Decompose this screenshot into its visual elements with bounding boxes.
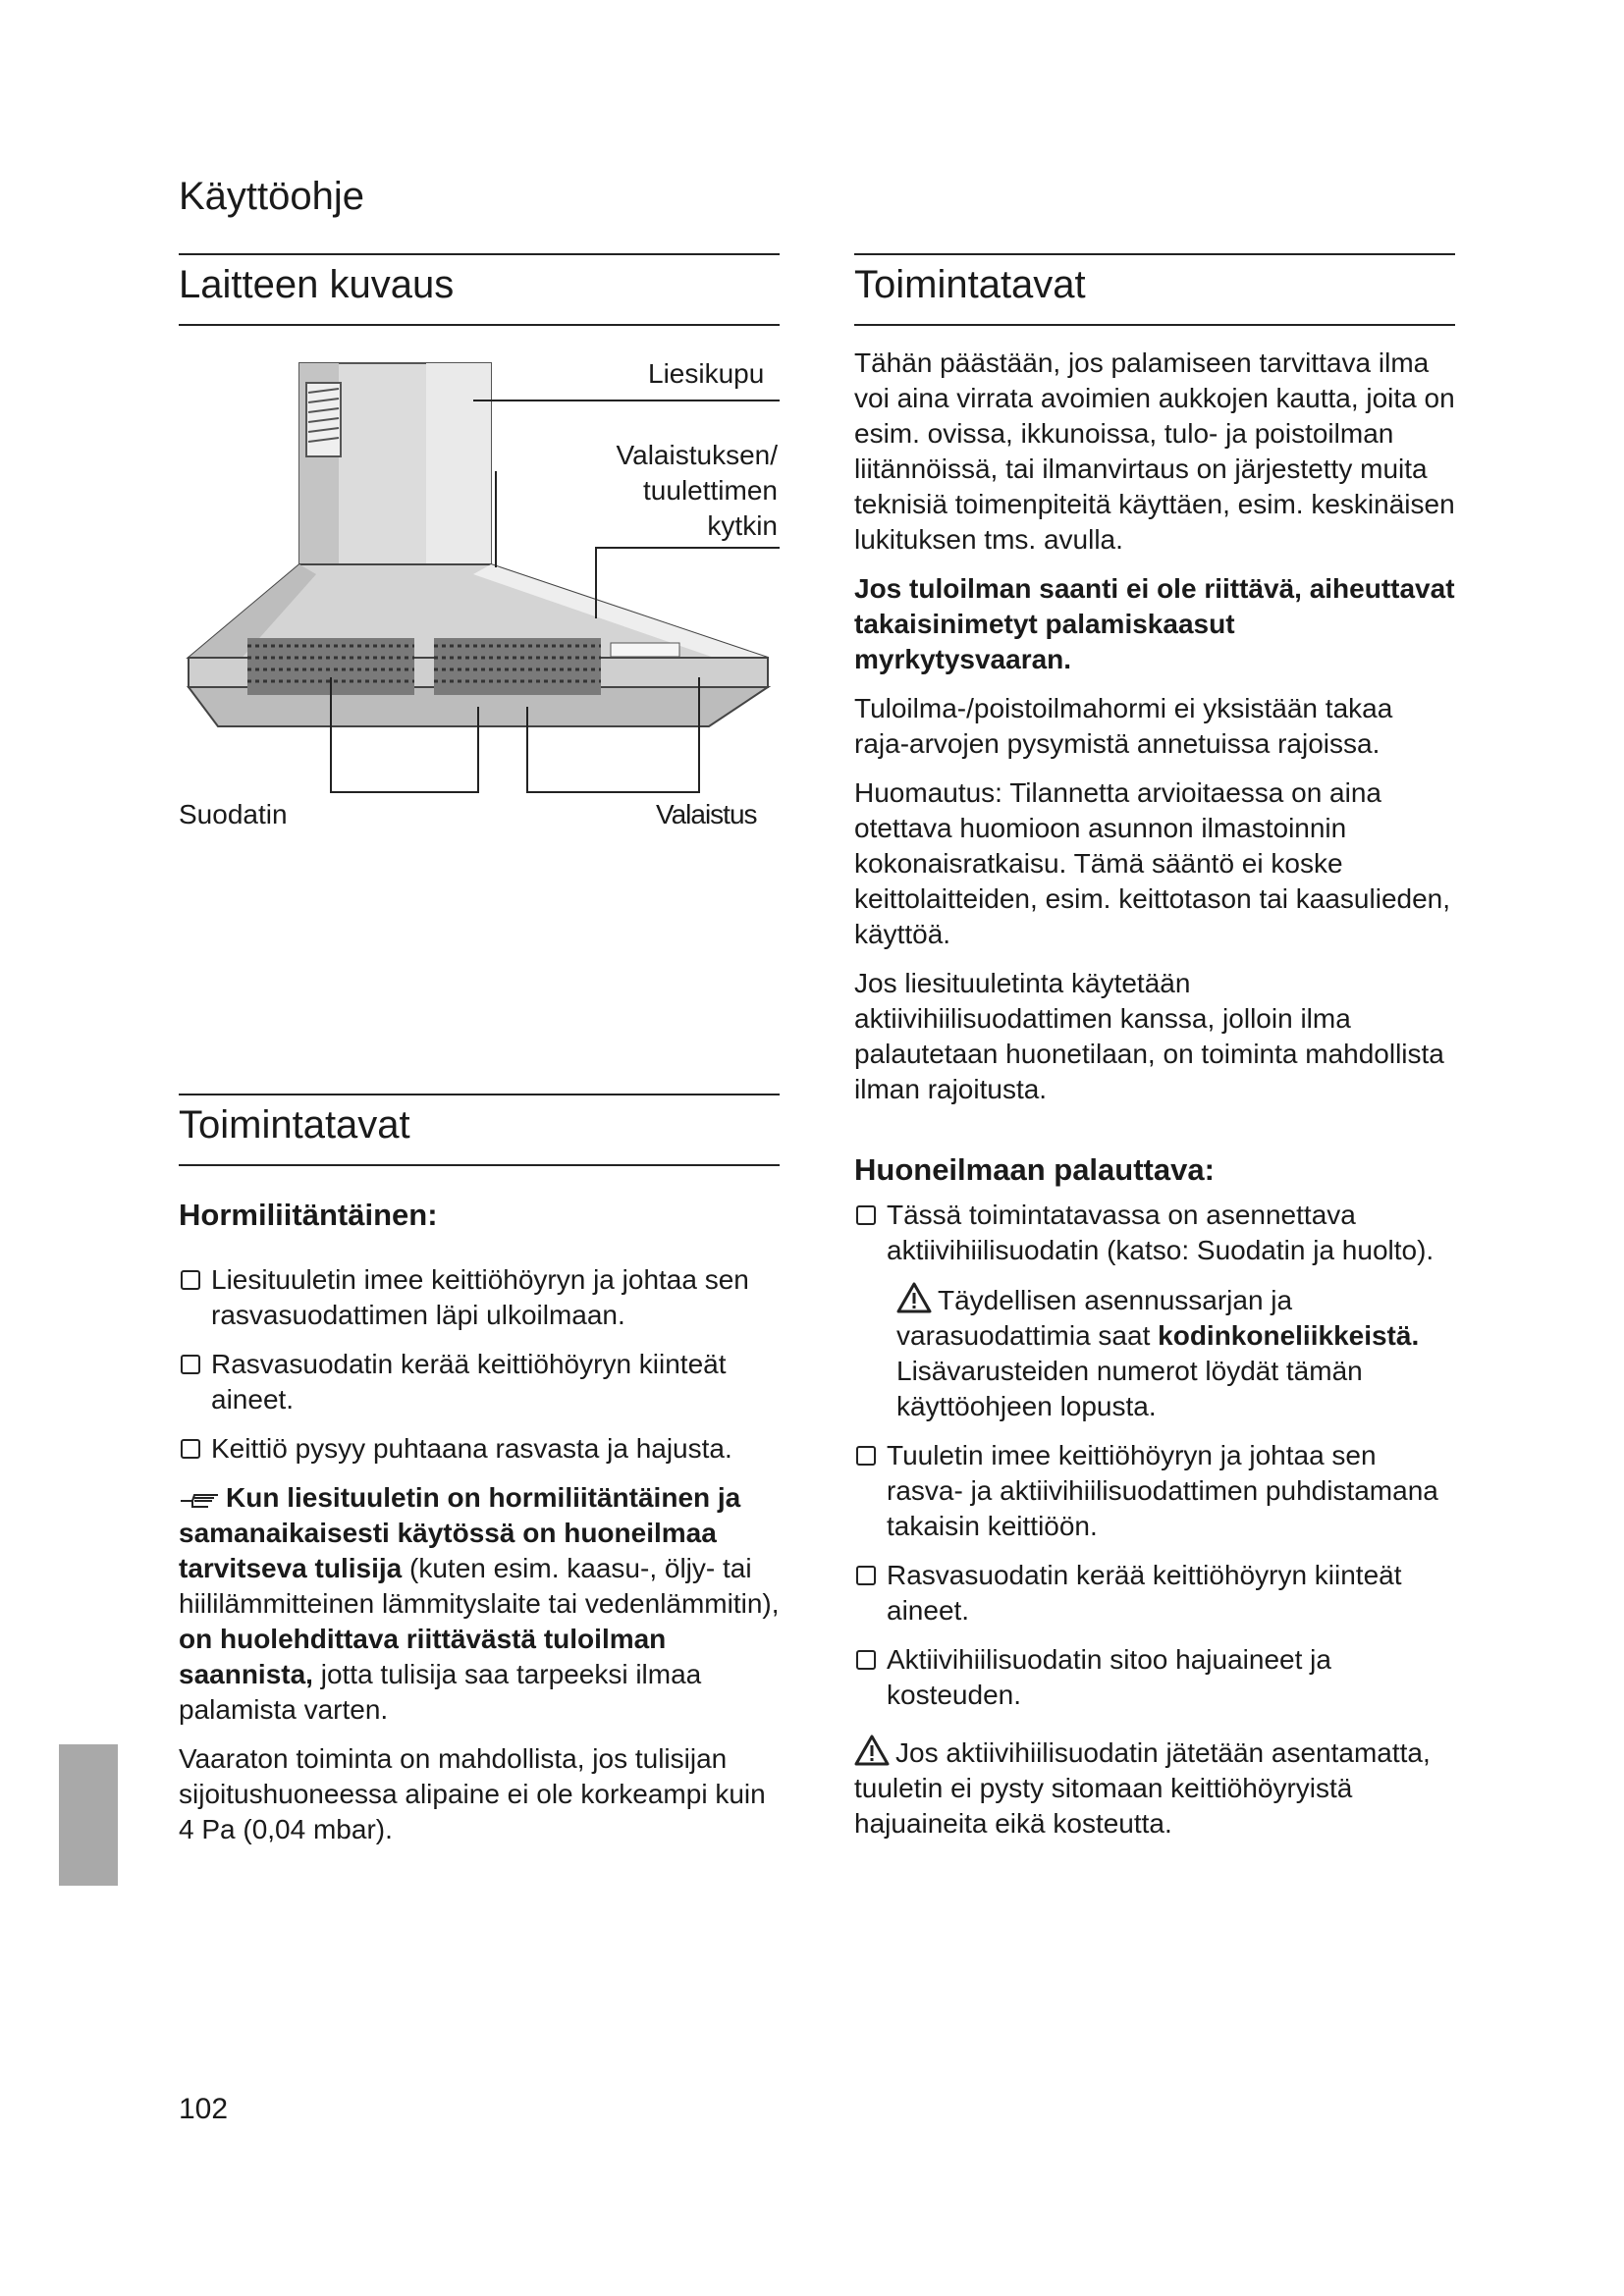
right-column-text xyxy=(854,346,1455,1855)
section-rule xyxy=(854,253,1455,255)
label-light: Valaistus xyxy=(656,799,757,829)
section-rule xyxy=(179,253,780,255)
section-title-modes-right: Toimintatavat xyxy=(854,263,1086,306)
poison-warning-paragraph: Jos tuloilman saanti ei ole riittävä, aiheuttavat takaisinimetyt palamiskaasut myrkytysvaaran. xyxy=(854,573,1455,674)
warning-triangle-icon xyxy=(896,1282,932,1313)
side-tab-marker xyxy=(59,1744,118,1886)
list-item: Tuuletin imee keittiöhöyryn ja johtaa sen rasva- ja aktiivihiilisuodattimen puhdistamana takaisin keittiöön. xyxy=(854,1438,1455,1544)
list-item: Tässä toimintatavassa on asennettava aktiivihiilisuodatin (katso: Suodatin ja huolto). xyxy=(854,1198,1455,1268)
chimney-note: Kun liesituuletin on hormiliitäntäinen ja samanaikaisesti käytössä on huoneilmaa tarvitseva tulisija (kuten esim. kaasu-, öljy- tai hiililämmitteinen lämmityslaite tai vedenlämmitin), on huolehdittava riittävästä tuloilman saannista, jotta tulisija saa tarpeeksi ilmaa palamista varten. xyxy=(179,1482,780,1725)
checkbox-bullet-icon xyxy=(181,1439,200,1459)
checkbox-bullet-icon xyxy=(856,1566,876,1585)
label-switch-line2: tuulettimen xyxy=(643,475,778,506)
warning-triangle-icon xyxy=(854,1735,890,1766)
subheading-chimney: Hormiliitäntäinen: xyxy=(179,1198,438,1232)
left-column-text xyxy=(179,1196,780,1861)
cooker-hood-diagram xyxy=(179,353,780,815)
safe-operation-paragraph: Vaaraton toiminta on mahdollista, jos tulisijan sijoitushuoneessa alipaine ei ole korkeampi kuin 4 Pa (0,04 mbar). xyxy=(179,1743,766,1844)
page-number: 102 xyxy=(179,2093,229,2125)
label-switch-line3: kytkin xyxy=(707,510,778,541)
section-rule xyxy=(179,324,780,326)
subheading-recirculation: Huoneilmaan palauttava: xyxy=(854,1152,1215,1187)
warning-note: Täydellisen asennussarjan ja varasuodattimia saat kodinkoneliikkeistä. Lisävarusteiden numerot löydät tämän käyttöohjeen lopusta. xyxy=(854,1282,1455,1424)
section-title-modes-left: Toimintatavat xyxy=(179,1103,410,1147)
list-item: Liesituuletin imee keittiöhöyryn ja johtaa sen rasvasuodattimen läpi ulkoilmaan. xyxy=(179,1262,780,1333)
paragraph: Tuloilma-/poistoilmahormi ei yksistään takaa raja-arvojen pysymistä annetuissa rajoissa. xyxy=(854,693,1393,759)
checkbox-bullet-icon xyxy=(856,1446,876,1466)
checkbox-bullet-icon xyxy=(181,1355,200,1374)
paragraph: Tähän päästään, jos palamiseen tarvittava ilma voi aina virrata avoimien aukkojen kautta, joita on esim. ovissa, ikkunoissa, tulo- ja poistoilman liitännöissä, tai ilmanvirtaus on järjestetty muita teknisiä toimenpiteitä käyttäen, esim. keskinäisen lukituksen tms. avulla. xyxy=(854,347,1455,555)
section-rule xyxy=(854,324,1455,326)
section-title-description: Laitteen kuvaus xyxy=(179,263,455,306)
label-hood: Liesikupu xyxy=(648,358,765,389)
list-item: Rasvasuodatin kerää keittiöhöyryn kiinteät aineet. xyxy=(179,1347,780,1417)
checkbox-bullet-icon xyxy=(856,1650,876,1670)
document-title: Käyttöohje xyxy=(179,175,365,218)
section-rule xyxy=(179,1164,780,1166)
section-rule xyxy=(179,1094,780,1095)
list-item: Aktiivihiilisuodatin sitoo hajuaineet ja kosteuden. xyxy=(854,1642,1455,1713)
label-filter: Suodatin xyxy=(179,799,288,829)
paragraph: Jos liesituuletinta käytetään aktiivihiilisuodattimen kanssa, jolloin ilma palautetaan huonetilaan, on toiminta mahdollista ilman rajoitusta. xyxy=(854,968,1444,1104)
checkbox-bullet-icon xyxy=(856,1205,876,1225)
paragraph: Huomautus: Tilannetta arvioitaessa on aina otettava huomioon asunnon ilmastoinnin kokonaisratkaisu. Tämä sääntö ei koske keittolaitteiden, esim. keittotason tai kaasulieden, käyttöä. xyxy=(854,777,1451,949)
pointing-hand-icon xyxy=(179,1487,220,1509)
list-item: Rasvasuodatin kerää keittiöhöyryn kiinteät aineet. xyxy=(854,1558,1455,1629)
list-item: Keittiö pysyy puhtaana rasvasta ja hajusta. xyxy=(179,1431,780,1467)
label-switch-line1: Valaistuksen/ xyxy=(616,440,778,470)
warning-note: Jos aktiivihiilisuodatin jätetään asentamatta, tuuletin ei pysty sitomaan keittiöhöyryistä hajuaineita eikä kosteutta. xyxy=(854,1735,1455,1842)
checkbox-bullet-icon xyxy=(181,1270,200,1290)
